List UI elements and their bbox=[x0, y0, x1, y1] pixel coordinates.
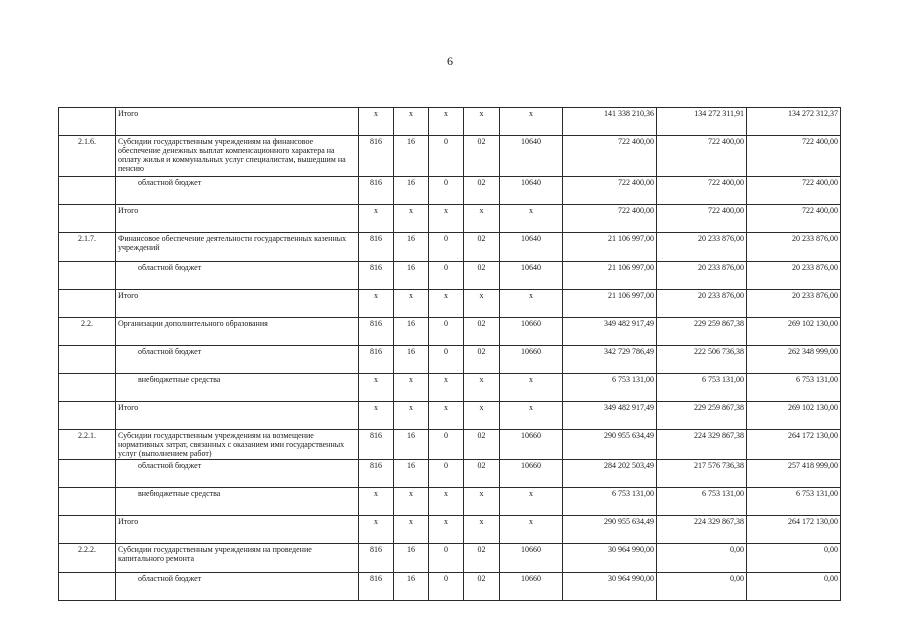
amount-year3-cell: 264 172 130,00 bbox=[747, 516, 841, 544]
amount-year2-cell: 222 506 736,38 bbox=[657, 346, 747, 374]
code-subsection-cell: 0 bbox=[429, 544, 464, 573]
description-cell: Субсидии государственным учреждениям на проведение капитального ремонта bbox=[116, 544, 359, 573]
row-number-cell bbox=[59, 205, 116, 233]
code-program-cell: 02 bbox=[464, 262, 500, 290]
code-program-cell: x bbox=[464, 374, 500, 402]
table-row bbox=[59, 402, 841, 430]
description-cell: Организации дополнительного образования bbox=[116, 318, 359, 346]
amount-year3-cell: 20 233 876,00 bbox=[747, 262, 841, 290]
amount-year3-cell: 20 233 876,00 bbox=[747, 233, 841, 262]
code-subsection-cell: 0 bbox=[429, 430, 464, 460]
table-row bbox=[59, 374, 841, 402]
table-row bbox=[59, 488, 841, 516]
code-grbs-cell: x bbox=[359, 402, 394, 430]
code-target-cell: x bbox=[500, 374, 563, 402]
code-target-cell: 10640 bbox=[500, 136, 563, 177]
code-section-cell: 16 bbox=[394, 177, 429, 205]
table-row bbox=[59, 544, 841, 573]
amount-year2-cell: 229 259 867,38 bbox=[657, 318, 747, 346]
code-program-cell: 02 bbox=[464, 233, 500, 262]
description-cell: Финансовое обеспечение деятельности государственных казенных учреждений bbox=[116, 233, 359, 262]
code-program-cell: x bbox=[464, 402, 500, 430]
code-program-cell: x bbox=[464, 516, 500, 544]
row-number-cell bbox=[59, 402, 116, 430]
code-section-cell: 16 bbox=[394, 262, 429, 290]
code-target-cell: x bbox=[500, 205, 563, 233]
code-grbs-cell: 816 bbox=[359, 430, 394, 460]
amount-year3-cell: 264 172 130,00 bbox=[747, 430, 841, 460]
code-section-cell: x bbox=[394, 290, 429, 318]
row-number-cell bbox=[59, 346, 116, 374]
description-cell: внебюджетные средства bbox=[116, 488, 359, 516]
code-subsection-cell: 0 bbox=[429, 460, 464, 488]
amount-year2-cell: 0,00 bbox=[657, 544, 747, 573]
row-number-cell bbox=[59, 516, 116, 544]
budget-table bbox=[58, 107, 841, 601]
code-program-cell: x bbox=[464, 290, 500, 318]
table-row bbox=[59, 460, 841, 488]
code-section-cell: x bbox=[394, 205, 429, 233]
code-target-cell: x bbox=[500, 402, 563, 430]
amount-year1-cell: 722 400,00 bbox=[563, 136, 657, 177]
table-row bbox=[59, 318, 841, 346]
code-grbs-cell: 816 bbox=[359, 318, 394, 346]
row-number-cell bbox=[59, 108, 116, 136]
amount-year3-cell: 0,00 bbox=[747, 573, 841, 601]
table-row bbox=[59, 136, 841, 177]
code-section-cell: x bbox=[394, 516, 429, 544]
amount-year2-cell: 20 233 876,00 bbox=[657, 262, 747, 290]
code-section-cell: x bbox=[394, 374, 429, 402]
row-number-cell bbox=[59, 374, 116, 402]
code-subsection-cell: 0 bbox=[429, 573, 464, 601]
code-subsection-cell: x bbox=[429, 374, 464, 402]
code-section-cell: 16 bbox=[394, 544, 429, 573]
description-cell: Итого bbox=[116, 205, 359, 233]
description-cell: областной бюджет bbox=[116, 346, 359, 374]
amount-year3-cell: 20 233 876,00 bbox=[747, 290, 841, 318]
description-cell: областной бюджет bbox=[116, 460, 359, 488]
table-row bbox=[59, 516, 841, 544]
code-target-cell: x bbox=[500, 488, 563, 516]
code-grbs-cell: 816 bbox=[359, 262, 394, 290]
code-subsection-cell: x bbox=[429, 108, 464, 136]
amount-year2-cell: 224 329 867,38 bbox=[657, 516, 747, 544]
amount-year2-cell: 20 233 876,00 bbox=[657, 233, 747, 262]
row-number-cell bbox=[59, 460, 116, 488]
amount-year1-cell: 349 482 917,49 bbox=[563, 402, 657, 430]
code-grbs-cell: x bbox=[359, 108, 394, 136]
amount-year1-cell: 21 106 997,00 bbox=[563, 262, 657, 290]
amount-year1-cell: 21 106 997,00 bbox=[563, 233, 657, 262]
table-row bbox=[59, 205, 841, 233]
code-grbs-cell: x bbox=[359, 205, 394, 233]
table-row bbox=[59, 430, 841, 460]
table-row bbox=[59, 346, 841, 374]
description-cell: Субсидии государственным учреждениям на финансовое обеспечение денежных выплат компенсационного характера на оплату жилья и коммунальных услуг специалистам, вышедшим на пенсию bbox=[116, 136, 359, 177]
amount-year1-cell: 342 729 786,49 bbox=[563, 346, 657, 374]
code-program-cell: 02 bbox=[464, 544, 500, 573]
code-subsection-cell: x bbox=[429, 205, 464, 233]
row-number-cell: 2.2.1. bbox=[59, 430, 116, 460]
code-subsection-cell: 0 bbox=[429, 177, 464, 205]
code-program-cell: x bbox=[464, 205, 500, 233]
description-cell: Итого bbox=[116, 516, 359, 544]
code-target-cell: 10660 bbox=[500, 460, 563, 488]
code-section-cell: 16 bbox=[394, 346, 429, 374]
row-number-cell bbox=[59, 177, 116, 205]
code-target-cell: 10640 bbox=[500, 177, 563, 205]
code-subsection-cell: x bbox=[429, 488, 464, 516]
row-number-cell: 2.1.6. bbox=[59, 136, 116, 177]
row-number-cell bbox=[59, 488, 116, 516]
amount-year2-cell: 217 576 736,38 bbox=[657, 460, 747, 488]
page-number: 6 bbox=[447, 54, 453, 68]
table-row bbox=[59, 108, 841, 136]
code-target-cell: 10660 bbox=[500, 573, 563, 601]
amount-year3-cell: 269 102 130,00 bbox=[747, 402, 841, 430]
row-number-cell: 2.1.7. bbox=[59, 233, 116, 262]
table-row bbox=[59, 290, 841, 318]
description-cell: Субсидии государственным учреждениям на возмещение нормативных затрат, связанных с оказанием ими государственных услуг (выполнением работ) bbox=[116, 430, 359, 460]
table-row bbox=[59, 262, 841, 290]
code-section-cell: 16 bbox=[394, 136, 429, 177]
code-target-cell: 10640 bbox=[500, 233, 563, 262]
row-number-cell bbox=[59, 290, 116, 318]
amount-year2-cell: 6 753 131,00 bbox=[657, 488, 747, 516]
amount-year1-cell: 290 955 634,49 bbox=[563, 430, 657, 460]
code-section-cell: x bbox=[394, 402, 429, 430]
description-cell: областной бюджет bbox=[116, 262, 359, 290]
amount-year3-cell: 722 400,00 bbox=[747, 136, 841, 177]
code-target-cell: 10660 bbox=[500, 544, 563, 573]
description-cell: внебюджетные средства bbox=[116, 374, 359, 402]
code-section-cell: 16 bbox=[394, 430, 429, 460]
code-program-cell: 02 bbox=[464, 573, 500, 601]
code-target-cell: x bbox=[500, 108, 563, 136]
table-row bbox=[59, 233, 841, 262]
amount-year2-cell: 722 400,00 bbox=[657, 177, 747, 205]
amount-year2-cell: 6 753 131,00 bbox=[657, 374, 747, 402]
row-number-cell bbox=[59, 262, 116, 290]
amount-year2-cell: 229 259 867,38 bbox=[657, 402, 747, 430]
row-number-cell: 2.2.2. bbox=[59, 544, 116, 573]
code-grbs-cell: 816 bbox=[359, 460, 394, 488]
amount-year1-cell: 722 400,00 bbox=[563, 205, 657, 233]
amount-year1-cell: 21 106 997,00 bbox=[563, 290, 657, 318]
code-target-cell: x bbox=[500, 516, 563, 544]
amount-year3-cell: 0,00 bbox=[747, 544, 841, 573]
code-grbs-cell: x bbox=[359, 290, 394, 318]
amount-year2-cell: 722 400,00 bbox=[657, 136, 747, 177]
code-grbs-cell: 816 bbox=[359, 177, 394, 205]
amount-year3-cell: 257 418 999,00 bbox=[747, 460, 841, 488]
amount-year3-cell: 6 753 131,00 bbox=[747, 488, 841, 516]
description-cell: областной бюджет bbox=[116, 573, 359, 601]
amount-year2-cell: 224 329 867,38 bbox=[657, 430, 747, 460]
code-section-cell: 16 bbox=[394, 233, 429, 262]
amount-year2-cell: 0,00 bbox=[657, 573, 747, 601]
amount-year2-cell: 722 400,00 bbox=[657, 205, 747, 233]
code-target-cell: 10660 bbox=[500, 318, 563, 346]
code-program-cell: 02 bbox=[464, 136, 500, 177]
code-target-cell: 10660 bbox=[500, 346, 563, 374]
description-cell: Итого bbox=[116, 290, 359, 318]
description-cell: Итого bbox=[116, 402, 359, 430]
code-grbs-cell: 816 bbox=[359, 233, 394, 262]
amount-year3-cell: 262 348 999,00 bbox=[747, 346, 841, 374]
amount-year1-cell: 722 400,00 bbox=[563, 177, 657, 205]
row-number-cell: 2.2. bbox=[59, 318, 116, 346]
amount-year1-cell: 349 482 917,49 bbox=[563, 318, 657, 346]
code-subsection-cell: 0 bbox=[429, 233, 464, 262]
code-target-cell: 10660 bbox=[500, 430, 563, 460]
code-section-cell: 16 bbox=[394, 318, 429, 346]
amount-year1-cell: 6 753 131,00 bbox=[563, 488, 657, 516]
description-cell: Итого bbox=[116, 108, 359, 136]
code-program-cell: x bbox=[464, 488, 500, 516]
amount-year1-cell: 30 964 990,00 bbox=[563, 544, 657, 573]
code-subsection-cell: x bbox=[429, 402, 464, 430]
amount-year3-cell: 722 400,00 bbox=[747, 205, 841, 233]
code-grbs-cell: 816 bbox=[359, 544, 394, 573]
amount-year3-cell: 722 400,00 bbox=[747, 177, 841, 205]
code-program-cell: 02 bbox=[464, 346, 500, 374]
code-grbs-cell: x bbox=[359, 374, 394, 402]
code-grbs-cell: x bbox=[359, 516, 394, 544]
description-cell: областной бюджет bbox=[116, 177, 359, 205]
code-grbs-cell: 816 bbox=[359, 136, 394, 177]
amount-year1-cell: 290 955 634,49 bbox=[563, 516, 657, 544]
table-row bbox=[59, 573, 841, 601]
code-grbs-cell: x bbox=[359, 488, 394, 516]
table-row bbox=[59, 177, 841, 205]
code-section-cell: x bbox=[394, 108, 429, 136]
row-number-cell bbox=[59, 573, 116, 601]
amount-year3-cell: 6 753 131,00 bbox=[747, 374, 841, 402]
amount-year2-cell: 134 272 311,91 bbox=[657, 108, 747, 136]
code-subsection-cell: x bbox=[429, 290, 464, 318]
amount-year2-cell: 20 233 876,00 bbox=[657, 290, 747, 318]
code-subsection-cell: 0 bbox=[429, 318, 464, 346]
code-subsection-cell: x bbox=[429, 516, 464, 544]
amount-year3-cell: 269 102 130,00 bbox=[747, 318, 841, 346]
code-grbs-cell: 816 bbox=[359, 573, 394, 601]
code-subsection-cell: 0 bbox=[429, 262, 464, 290]
code-target-cell: 10640 bbox=[500, 262, 563, 290]
amount-year1-cell: 6 753 131,00 bbox=[563, 374, 657, 402]
code-target-cell: x bbox=[500, 290, 563, 318]
code-subsection-cell: 0 bbox=[429, 346, 464, 374]
code-section-cell: 16 bbox=[394, 460, 429, 488]
code-section-cell: 16 bbox=[394, 573, 429, 601]
code-grbs-cell: 816 bbox=[359, 346, 394, 374]
amount-year1-cell: 141 338 210,36 bbox=[563, 108, 657, 136]
code-program-cell: 02 bbox=[464, 460, 500, 488]
code-program-cell: x bbox=[464, 108, 500, 136]
code-program-cell: 02 bbox=[464, 177, 500, 205]
code-subsection-cell: 0 bbox=[429, 136, 464, 177]
table-body bbox=[59, 108, 841, 601]
amount-year3-cell: 134 272 312,37 bbox=[747, 108, 841, 136]
amount-year1-cell: 30 964 990,00 bbox=[563, 573, 657, 601]
amount-year1-cell: 284 202 503,49 bbox=[563, 460, 657, 488]
code-program-cell: 02 bbox=[464, 430, 500, 460]
code-section-cell: x bbox=[394, 488, 429, 516]
code-program-cell: 02 bbox=[464, 318, 500, 346]
